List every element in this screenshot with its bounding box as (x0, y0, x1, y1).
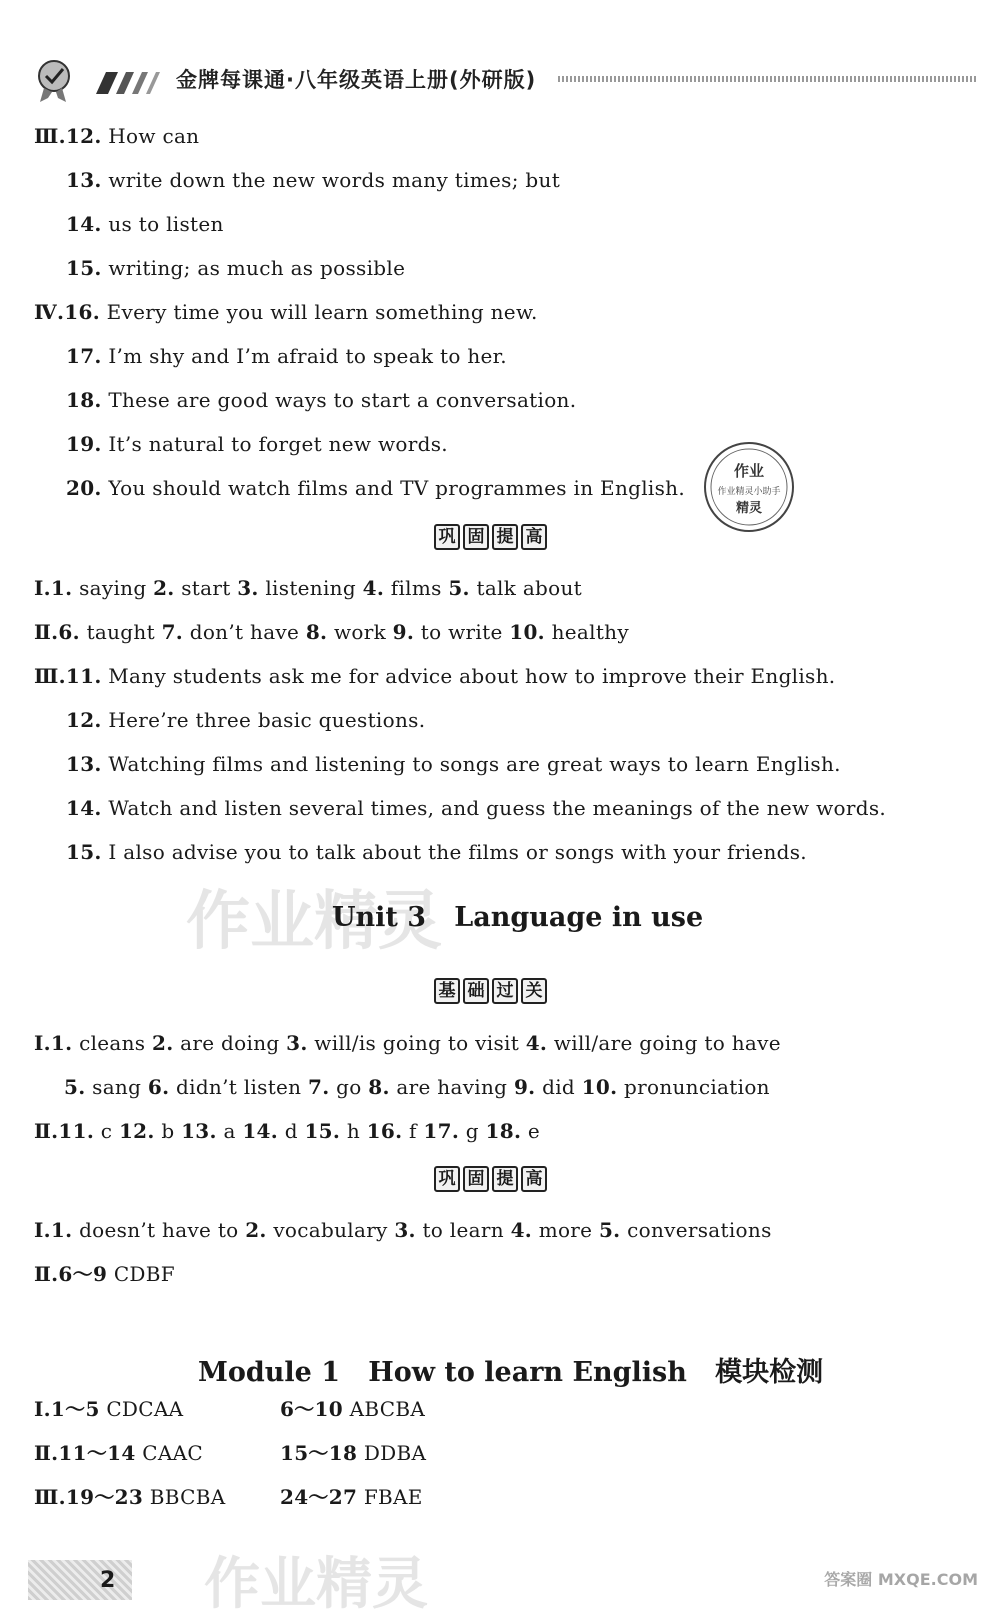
answer-line: 19. It’s natural to forget new words. (66, 432, 448, 456)
answer-line: 14. Watch and listen several times, and guess the meanings of the new words. (66, 796, 887, 820)
stamp-bottom-text: 精灵 (735, 501, 763, 516)
answer-line: Ⅲ.19～23 BBCBA (34, 1485, 226, 1509)
answer-line: 6～10 ABCBA (280, 1397, 426, 1421)
answer-line: Ⅰ.1. doesn’t have to 2. vocabulary 3. to learn 4. more 5. conversations (34, 1218, 772, 1242)
answer-line: 17. I’m shy and I’m afraid to speak to her. (66, 344, 507, 368)
header-stripes-icon (88, 72, 168, 94)
page-number-box (28, 1560, 132, 1600)
medal-badge-icon (32, 56, 80, 104)
answer-line: 13. Watching films and listening to songs are great ways to learn English. (66, 752, 841, 776)
watermark-text: 作业精灵 (186, 885, 442, 959)
answer-line: Ⅱ.11. c 12. b 13. a 14. d 15. h 16. f 17. g 18. e (34, 1119, 541, 1143)
answer-line: Ⅲ.12. How can (34, 124, 200, 148)
answer-line: Ⅰ.1～5 CDCAA (34, 1397, 184, 1421)
stamp-middle-text: 作业精灵小助手 (717, 487, 781, 497)
answer-line: Ⅱ.6. taught 7. don’t have 8. work 9. to write 10. healthy (34, 620, 629, 644)
answer-line: 13. write down the new words many times; but (66, 168, 561, 192)
answer-line: 20. You should watch films and TV programmes in English. (66, 476, 686, 500)
answer-line: Ⅳ.16. Every time you will learn something new. (34, 300, 538, 324)
section-heading-consolidate: 巩 固 提 高 (434, 524, 547, 550)
page-number: 2 (100, 1568, 116, 1593)
answer-line: 14. us to listen (66, 212, 224, 236)
answer-line: Ⅰ.1. saying 2. start 3. listening 4. films 5. talk about (34, 576, 583, 600)
answer-line: 5. sang 6. didn’t listen 7. go 8. are having 9. did 10. pronunciation (64, 1075, 770, 1099)
header-rule (558, 76, 978, 82)
answer-line: 15. writing; as much as possible (66, 256, 406, 280)
answer-line: 24～27 FBAE (280, 1485, 423, 1509)
page-header (28, 52, 978, 108)
watermark-text: 作业精灵 (204, 1552, 428, 1617)
answer-line: Ⅲ.11. Many students ask me for advice about how to improve their English. (34, 664, 836, 688)
header-title: 金牌每课通·八年级英语上册(外研版) (176, 68, 537, 92)
section-heading-basics: 基 础 过 关 (434, 978, 547, 1004)
corner-watermark: 答案圈 MXQE.COM (824, 1570, 978, 1589)
homework-stamp-icon (700, 438, 798, 536)
section-heading-consolidate: 巩 固 提 高 (434, 1166, 547, 1192)
answer-line: 12. Here’re three basic questions. (66, 708, 426, 732)
answer-line: 18. These are good ways to start a conversation. (66, 388, 577, 412)
unit-title: Unit 3 Language in use (332, 902, 704, 933)
answer-line: Ⅱ.11～14 CAAC (34, 1441, 203, 1465)
answer-line: 15～18 DDBA (280, 1441, 427, 1465)
answer-line: Ⅰ.1. cleans 2. are doing 3. will/is going to visit 4. will/are going to have (34, 1031, 781, 1055)
stamp-top-text: 作业 (733, 462, 765, 480)
answer-line: 15. I also advise you to talk about the films or songs with your friends. (66, 840, 807, 864)
answer-line: Ⅱ.6～9 CDBF (34, 1262, 175, 1286)
module-title: Module 1 How to learn English 模块检测 (198, 1357, 824, 1388)
